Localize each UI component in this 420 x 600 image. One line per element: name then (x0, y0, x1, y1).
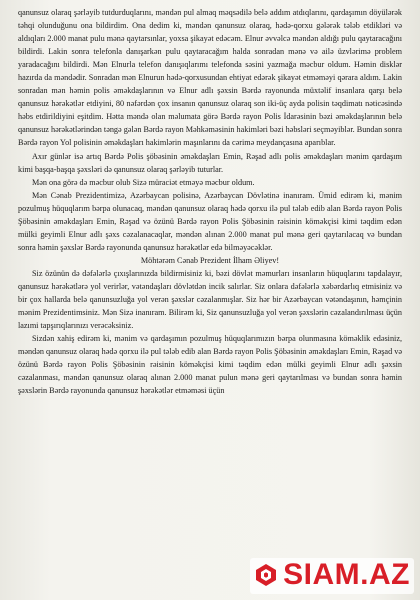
salutation: Möhtərəm Cənab Prezident İlham Əliyev! (140, 255, 280, 265)
paragraph-4: Mən Cənab Prezidentimizə, Azərbaycan polisinə, Azərbaycan Dövlətinə inanıram. Ümid edirəm ki, mənim pozulmuş hüquqlarım bərpa olunacaq, məndən qanunsuz olaraq hədə qorxu ilə pul tələb edib alan Bərdə rayon Polis Şöbəsinin əməkdaşları Emin, Rəşad və özünü Bərdə rayon Polis Şöbəsinin rəisinin köməkçisi kimi təqdim edən mülki geyimli Elnur adlı şəxs cəzalanacaqlar, məndən alınan 2.000 manat pul mənə geri qaytarılacaq və bundan sonra həmin şəxslər Bərdə rayonunda qanunsuz hərəkətlər edə bilməyəcəklər. (18, 190, 402, 252)
paragraph-7: Sizdən xahiş edirəm ki, mənim və qardaşımın pozulmuş hüquqlarımızın bərpa olunmasına köməklik edəsiniz, məndən qanunsuz olaraq hədə qorxu ilə pul tələb edib alan Bərdə rayon Polis Şöbəsinin əməkdaşları Emin, Rəşad və özünü Bərdə rayon Polis Şöbəsinin rəisinin köməkçisi kimi təqdim edən mülki geyimli Elnur adlı şəxsin cəzalanması, məndən qanunsuz olaraq alınan 2.000 manat pulun mənə geri qaytarılması və bundan sonra həmin şəxslərin Bərdə rayonunda qanunsuz hərəkətlər etməməsi üçün (18, 334, 402, 396)
letter-body (18, 6, 402, 397)
watermark-logo-icon (252, 561, 280, 589)
paragraph-2: Axır günlər isə artıq Bərdə Polis şöbəsinin əməkdaşları Emin, Rəşad adlı polis əməkdaşları mənim qardaşım kimi başqa-başqa şəxsləri də qanunsuz olaraq şərləyib tuturlar. (18, 151, 402, 174)
watermark-text: SIAM.AZ (283, 558, 410, 591)
site-watermark (250, 558, 414, 594)
paragraph-1: qanunsuz olaraq şərləyib tutdurduqlarını, məndən pul almaq məqsədilə belə addım atdıqlarını, qardaşımın döyülərək təhqi olunduğunu ona bildirdim. Ona dedim ki, məndən qanunsuz olaraq, hədə-qorxu gələrək tələb etdikləri və aldıqları 2.000 manat pulu mənə qaytarsınlar, yoxsa şikayət edəcəm. Elnur əvvəlcə məndən aldığı pulu qaytaracağını bildirdi. Lakin sonra telefonla danışarkən pulu qaytaracağım halda sonradan mənə və ailə üzvlərimə problem yaradacağını bildirdi. Mən Elnurla telefon danışıqlarımı telefonda səsini yazmağa məcbur oldum. Həmin disklər hazırda da məndədir. Sonradan mən Elnurun hədə-qorxusundan ehtiyat edərək şikayət etməməyi qərara aldım. Lakin sonradan mən həmin polis əməkdaşlarının və Elnur adlı şəxsin Bərdə rayonunda müxtəlif insanlara qarşı belə qanunsuz hərəkətlər etdiyini, 80 nəfərdən çox insanın qanunsuz olaraq son iki-üç ayda polisin təqdimatı nəticəsində həbs etdirildiyini eşitdim. Hətta məndə olan məlumata görə Bərdə rayon Polis İdarəsinin bəzi əməkdaşlarının belə qanunsuz hərəkətlərindən təngə gələn Bərdə rayon Məhkəməsinin hakimləri bəzi həbsləri seçməyiblər. Bundan sonra Bərdə rayon Yol polisinin əməkdaşları hakimlərin maşınlarını da cərimə meydançasına aparıblar. (18, 8, 402, 148)
paragraph-3: Mən ona görə də məcbur olub Sizə müraciət etməyə məcbur oldum. (32, 177, 255, 187)
paragraph-6: Siz özünün də dəfələrlə çıxışlarınızda bildirmisiniz ki, bəzi dövlət məmurları insanların hüquqlarını tapdalayır, qanunsuz hərəkətlərə yol verirlər, vətəndaşları dövlətdən incik salırlar. Siz onlara dəfələrlə xəbərdarlıq etmisiniz və bir çox hallarda belə qanunsuzluğa yol verən şəxslər cəzalanmışlar. Siz hər bir Azərbaycan vətəndaşının, həmçinin mənim Prezidentimsiniz. Mən Sizə inanıram. Bilirəm ki, Siz qanunsuzluğa yol verən şəxslərin cəzalandırılması üçün lazımi tapşırıqlarınızı verəcəksiniz. (18, 268, 402, 331)
